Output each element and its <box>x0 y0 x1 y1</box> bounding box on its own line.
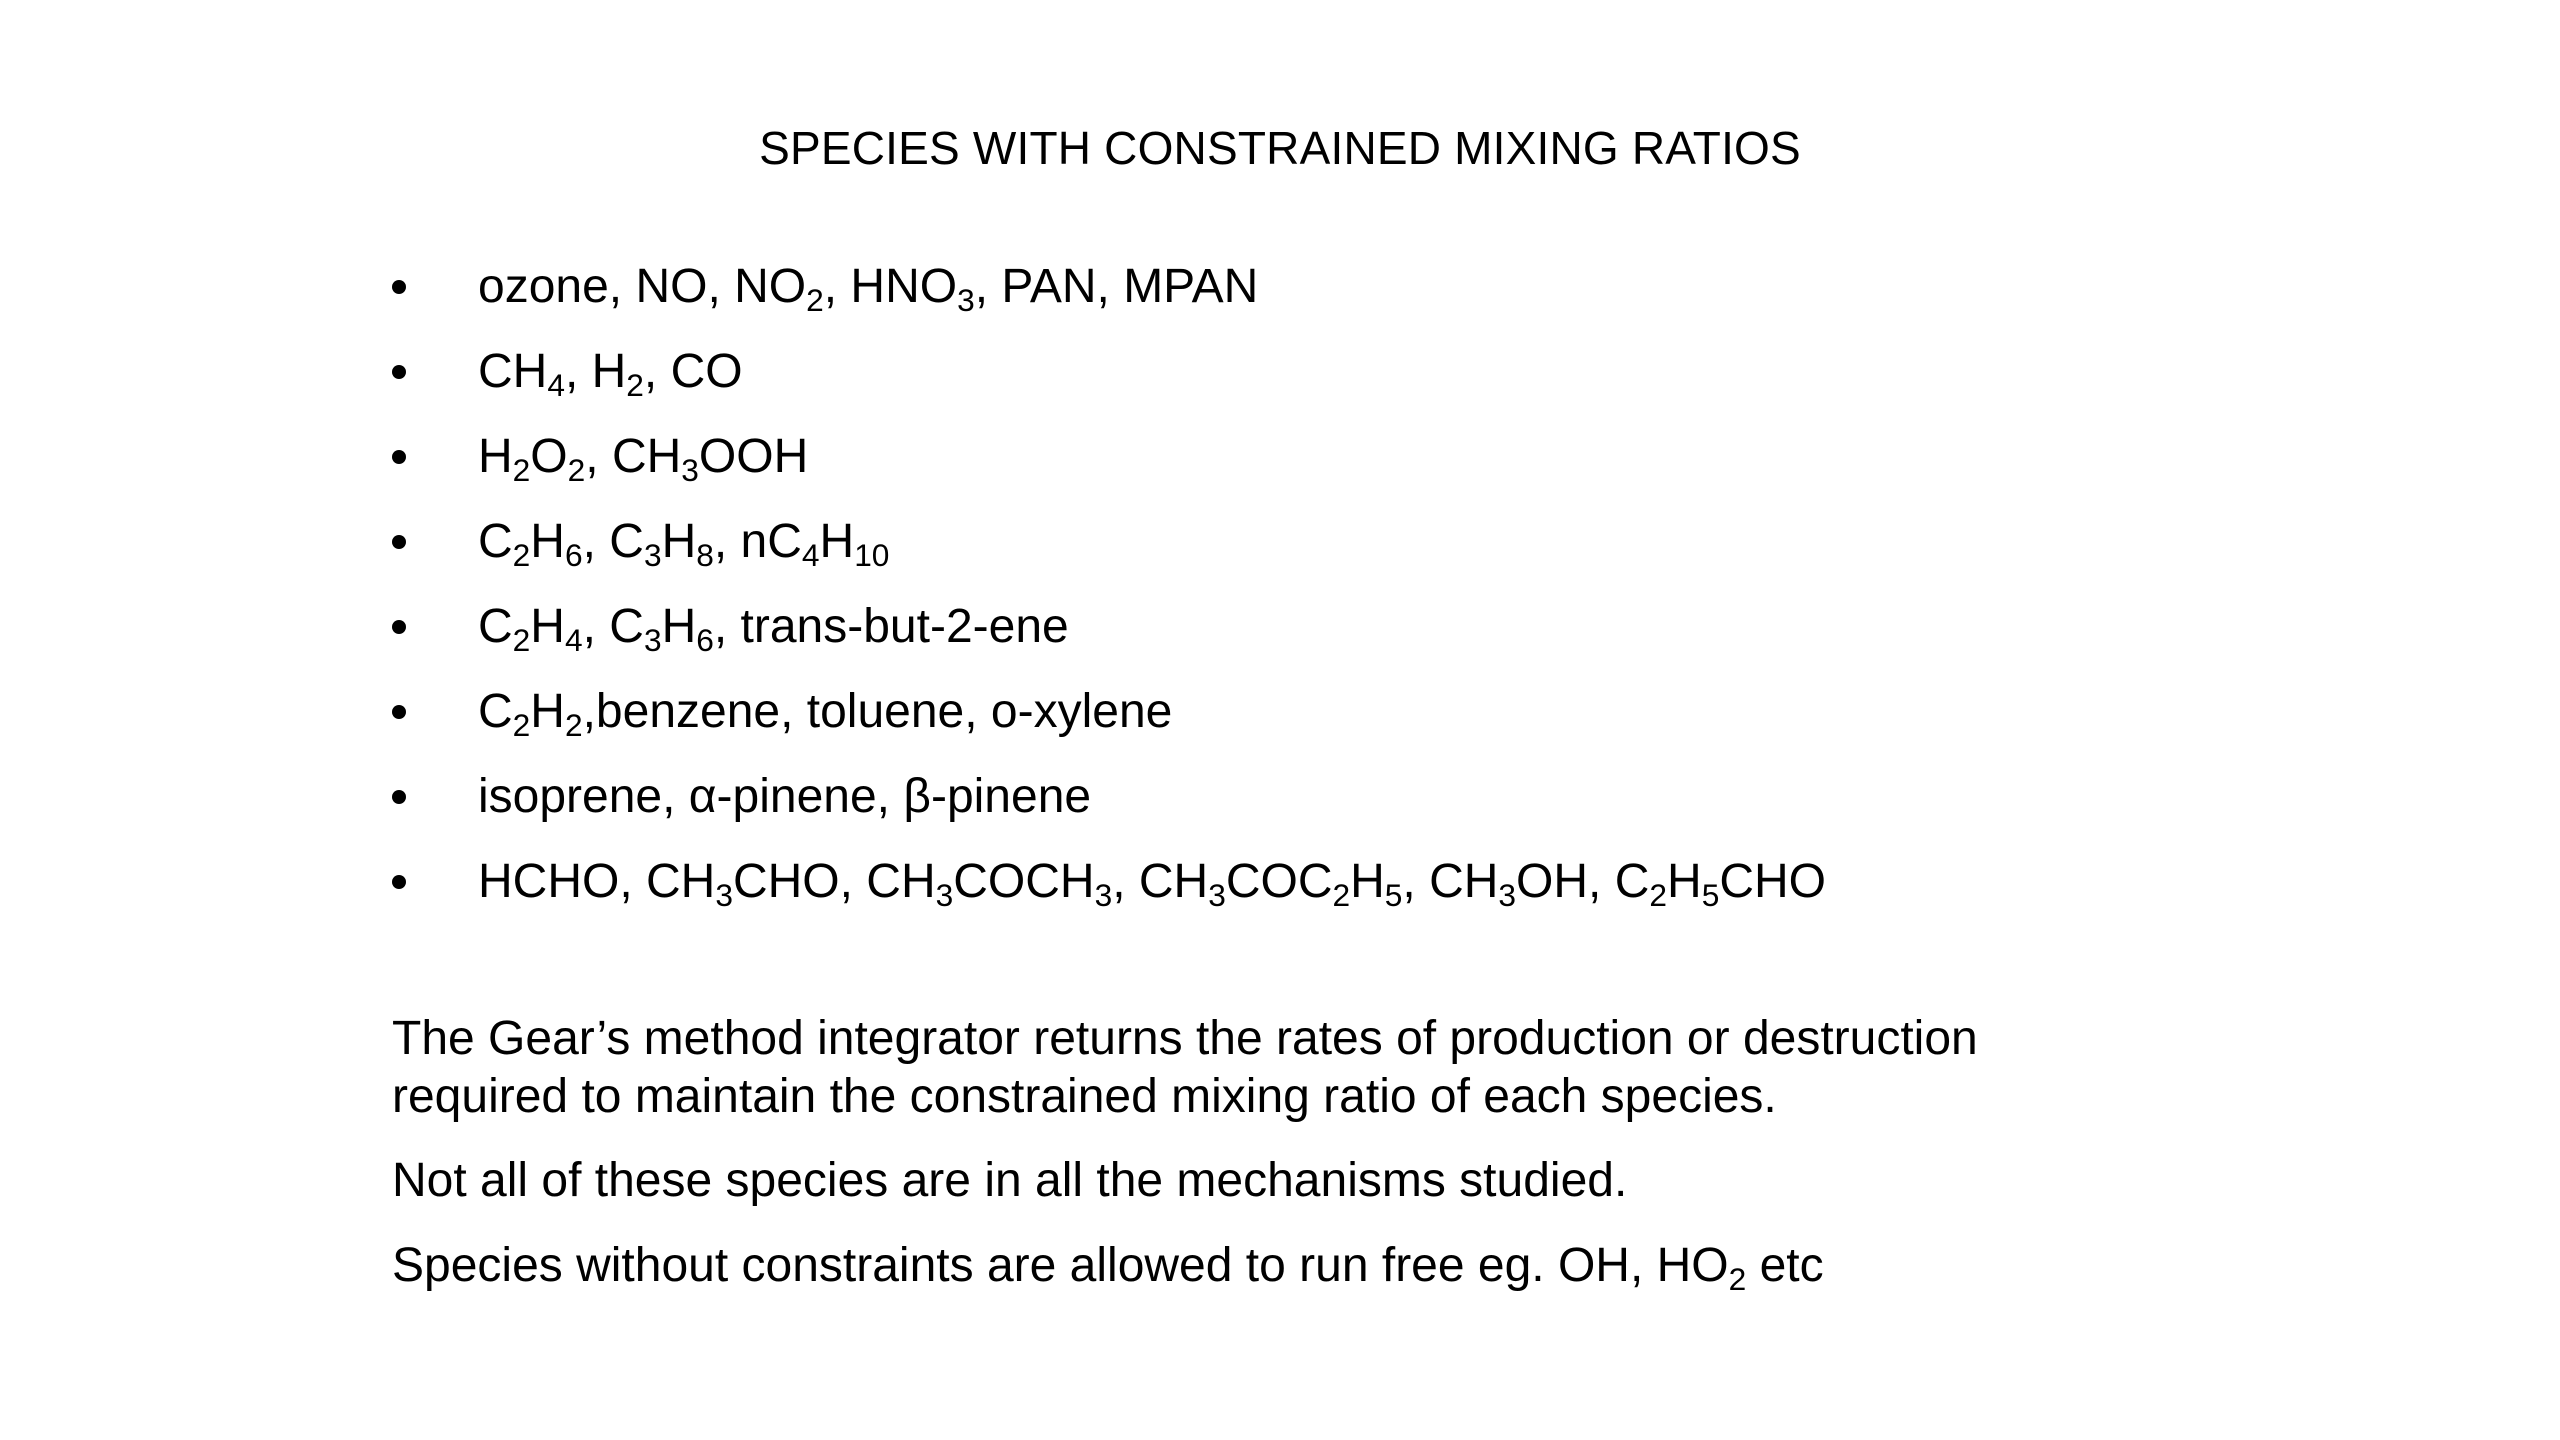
integrator-paragraph <box>392 1010 1978 1126</box>
species-group-text: $C_2H_6$, $C_3H_8$, $nC_4H_{10}$ <box>478 514 890 573</box>
bullet-icon <box>392 535 406 549</box>
species-group-text: $C_2H_2,benzene$, toluene, o-xylene <box>478 684 1173 743</box>
species-group-text: isoprene, α-pinene, β-pinene <box>478 769 1092 823</box>
species-group-text: $H_2O_2$, $CH_3OOH$ <box>478 429 809 488</box>
species-group-text: HCHO, $CH_3CHO$, $CH_3COCH_3$, $CH_3COC_2H_5$, $CH_3OH$, $C_2H_5CHO$ <box>478 854 1826 913</box>
integrator-line-2: required to maintain the constrained mixing ratio of each species. <box>392 1070 1777 1123</box>
bullet-icon <box>392 875 406 889</box>
bullet-icon <box>392 705 406 719</box>
bullet-icon <box>392 620 406 634</box>
bullet-icon <box>392 280 406 294</box>
integrator-line-1: The Gear’s method integrator returns the rates of production or destruction <box>392 1012 1978 1065</box>
species-group-text: $C_2H_4$, $C_3H_6$, trans-but-2-ene <box>478 599 1069 658</box>
mechanisms-note: Not all of these species are in all the mechanisms studied. <box>392 1154 1628 1207</box>
slide-title: SPECIES WITH CONSTRAINED MIXING RATIOS <box>759 122 1801 174</box>
free-species-note: Species without constraints are allowed to run free eg. OH, $HO_2$ etc <box>392 1239 1824 1297</box>
bullet-icon <box>392 365 406 379</box>
species-group-text: $CH_4$, $H_2$, CO <box>478 344 743 403</box>
bullet-icon <box>392 790 406 804</box>
species-group-text: ozone, NO, $NO_2$, $HNO_3$, PAN, MPAN <box>478 259 1259 318</box>
bullet-icon <box>392 450 406 464</box>
